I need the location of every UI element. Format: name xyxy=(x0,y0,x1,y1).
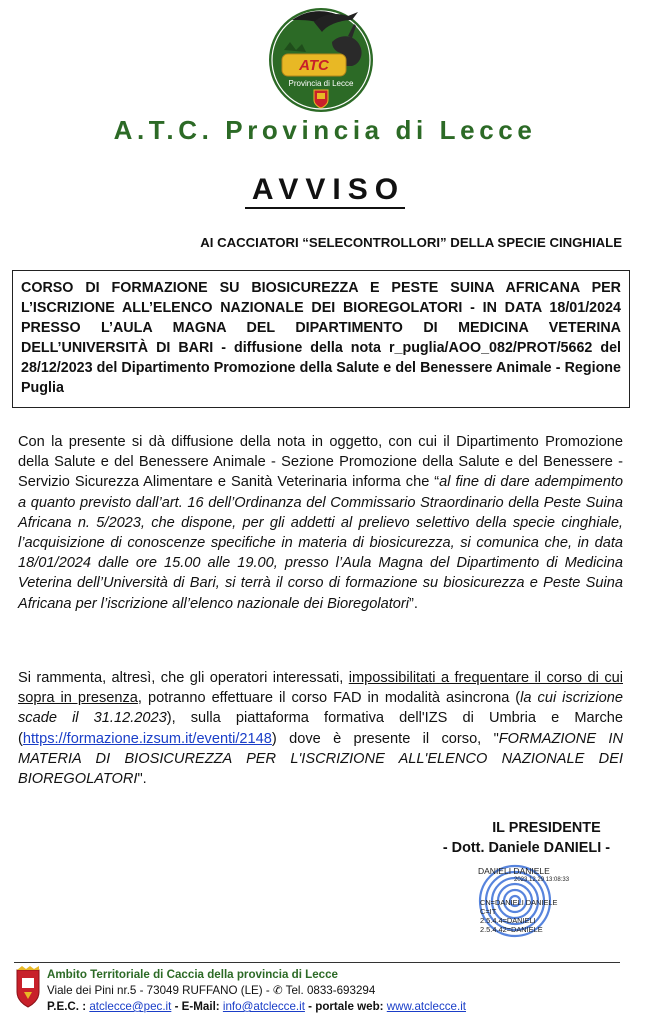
email-link[interactable]: info@atclecce.it xyxy=(222,1000,305,1013)
p2-d: ) dove è presente il corso, " xyxy=(271,730,499,747)
org-title: A.T.C. Provincia di Lecce xyxy=(113,115,537,145)
recipients-line: AI CACCIATORI “SELECONTROLLORI” DELLA SPECIE CINGHIALE xyxy=(200,235,622,250)
notice-title-text: AVVISO xyxy=(245,173,405,209)
p2-course: FORMAZIONE IN MATERIA DI BIOSICUREZZA PER L'ISCRIZIONE ALL'ELENCO NAZIONALE DEI BIOREGOLATORI xyxy=(18,730,623,788)
body-paragraph-1 xyxy=(18,432,623,614)
p2-e: ". xyxy=(137,771,147,788)
email-label: - E-Mail: xyxy=(174,1000,220,1013)
footer-contacts xyxy=(47,999,466,1015)
p2-a: Si rammenta, altresì, che gli operatori interessati, xyxy=(18,670,349,686)
stamp-line-2: 2023.12.29 13:08:33 xyxy=(514,877,570,883)
p2-c: ), sulla piattaforma formativa dell'IZS di Umbria e Marche ( xyxy=(18,710,624,747)
footer xyxy=(47,967,466,1015)
stamp-line-1: DANIELI DANIELE xyxy=(478,866,550,876)
p2-b: , potranno effettuare il corso FAD in modalità asincrona ( xyxy=(137,690,521,707)
body-paragraph-2 xyxy=(18,668,623,789)
subject-box: CORSO DI FORMAZIONE SU BIOSICUREZZA E PESTE SUINA AFRICANA PER L’ISCRIZIONE ALL’ELENCO NAZIONALE DEI BIOREGOLATORI - IN DATA 18/01/2024 PRESSO L’AULA MAGNA DEL DIPARTIMENTO DI MEDICINA VETERINA DELL’UNIVERSITÀ DI BARI - diffusione della nota r_puglia/AOO_082/PROT/5662 del 28/12/2023 del Dipartimento Promozione della Salute e del Benessere Animale - Regione Puglia xyxy=(12,270,630,408)
signature-block xyxy=(443,818,610,858)
signer-role: IL PRESIDENTE xyxy=(492,820,601,836)
fad-course-link[interactable]: https://formazione.izsum.it/eventi/2148 xyxy=(22,730,272,747)
notice-title xyxy=(0,173,650,207)
stamp-line-5: 2.5.4.4=DANIELI xyxy=(480,916,536,925)
web-label: - portale web: xyxy=(308,1000,384,1013)
signer-name: - Dott. Daniele DANIELI - xyxy=(442,840,610,856)
stamp-line-4: C=IT xyxy=(480,907,497,916)
logo-badge-text: ATC xyxy=(299,57,329,74)
logo-caption: Provincia di Lecce xyxy=(288,79,354,88)
p2-underlined: impossibilitati a frequentare il corso di cui sopra in presenza xyxy=(18,670,623,707)
pec-link[interactable]: atclecce@pec.it xyxy=(89,1000,172,1013)
p1-intro: Con la presente si dà diffusione della nota in oggetto, con cui il Dipartimento Promozione della Salute e del Benessere Animale - Sezione Promozione della Salute e del Benessere - Servizio Sicurezza Alimentare e Sanità Veterinaria informa che “ xyxy=(18,434,623,491)
atc-logo xyxy=(262,2,380,114)
p1-end: ”. xyxy=(409,595,418,612)
footer-address: Viale dei Pini nr.5 - 73049 RUFFANO (LE) - ✆ Tel. 0833-693294 xyxy=(47,984,376,997)
footer-org: Ambito Territoriale di Caccia della provincia di Lecce xyxy=(47,968,339,981)
stamp-line-3: CN=DANIELI DANIELE xyxy=(480,898,558,907)
p1-quote: al fine di dare adempimento a quanto previsto dall’art. 16 dell’Ordinanza del Commissario Straordinario della Peste Suina Africana n. 5/2023, che dispone, per gli addetti al prelievo selettivo della specie cinghiale, l’acquisizione di conoscenze specifiche in materia di biosicurezza, si comunica che, in data 18/01/2024 dalle ore 15.00 alle 19.00, presso l’Aula Magna del Dipartimento di Medicina Veterina dell’Università di Bari, si terrà il corso di formazione su biosicurezza e Peste Suina Africana per l’iscrizione all’elenco nazionale dei Bioregolatori xyxy=(18,474,623,612)
website-link[interactable]: www.atclecce.it xyxy=(386,1000,467,1013)
p2-italic: la cui iscrizione scade il 31.12.2023 xyxy=(18,690,624,727)
stamp-line-6: 2.5.4.42=DANIELE xyxy=(480,925,543,934)
footer-divider xyxy=(14,962,620,963)
pec-label: P.E.C. : xyxy=(47,1000,87,1013)
province-crest-icon xyxy=(14,966,42,1008)
